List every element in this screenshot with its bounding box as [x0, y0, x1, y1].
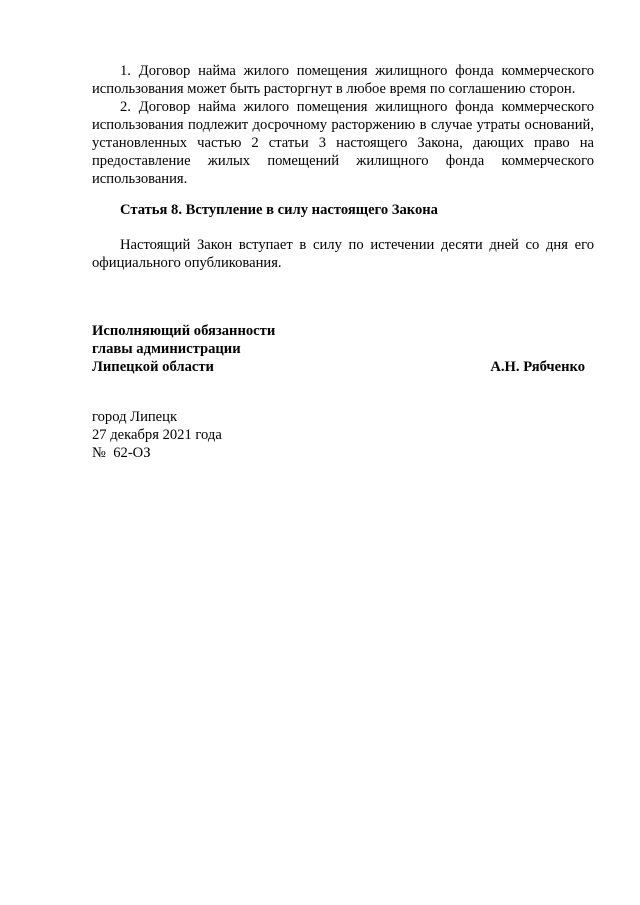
signature-title-line-1: Исполняющий обязанности [92, 323, 276, 339]
city: город Липецк [92, 409, 178, 425]
article-7-paragraph-1: 1. Договор найма жилого помещения жилищного фонда коммерческого использования может быть расторгнут в любое время по соглашению сторон. [92, 63, 594, 97]
signatory-name: А.Н. Рябченко [490, 359, 585, 375]
place-date-block [92, 408, 222, 462]
article-8-heading: Статья 8. Вступление в силу настоящего Закона [120, 202, 438, 218]
signature-block [92, 322, 594, 376]
signature-title-line-2: главы администрации [92, 341, 241, 357]
article-7-paragraph-2: 2. Договор найма жилого помещения жилищного фонда коммерческого использования подлежит досрочному расторжению в случае утраты оснований, установленных частью 2 статьи 3 настоящего Закона, дающих право на предоставление жилых помещений жилищного фонда коммерческого использования. [92, 99, 594, 187]
law-number: № 62-ОЗ [92, 445, 151, 461]
signature-title-line-3: Липецкой области [92, 359, 214, 375]
law-date: 27 декабря 2021 года [92, 427, 222, 443]
article-8-text: Настоящий Закон вступает в силу по истечении десяти дней со дня его официального опубликования. [92, 237, 594, 271]
